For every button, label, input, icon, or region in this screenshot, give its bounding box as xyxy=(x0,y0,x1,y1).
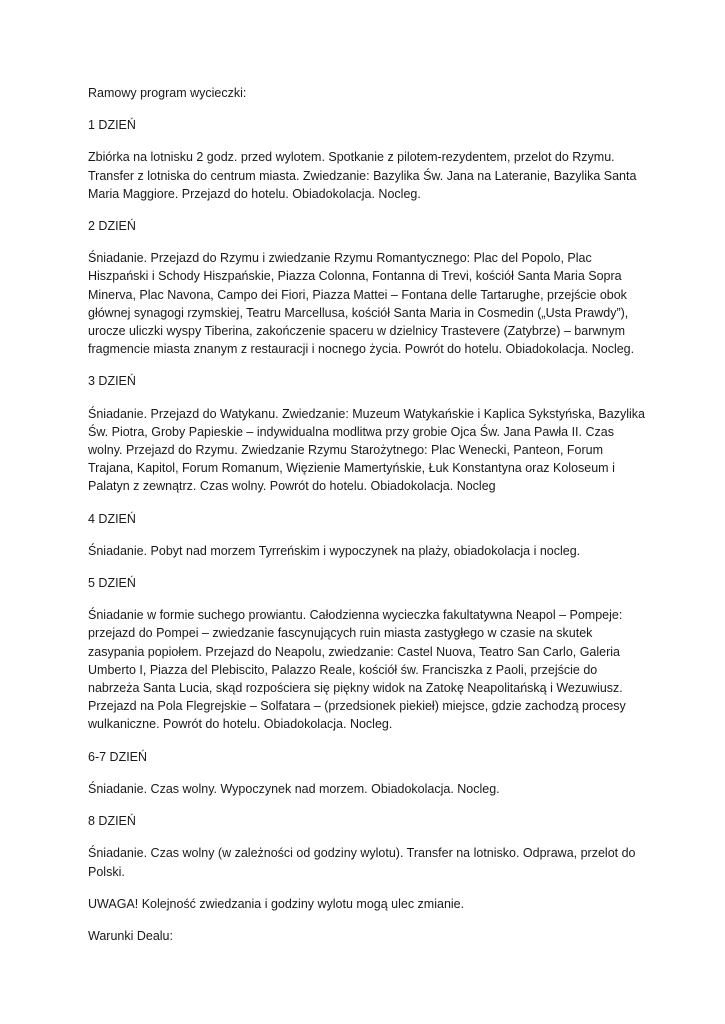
day-5-heading: 5 DZIEŃ xyxy=(88,576,136,591)
document-page xyxy=(88,84,648,959)
day-1-text: Zbiórka na lotnisku 2 godz. przed wylotem. Spotkanie z pilotem-rezydentem, przelot do Rzymu. Transfer z lotniska do centrum miasta. Zwiedzanie: Bazylika Św. Jana na Lateranie, Bazylika Santa Maria Maggiore. Przejazd do hotelu. Obiadokolacja. Nocleg. xyxy=(88,150,637,201)
deal-conditions-heading: Warunki Dealu: xyxy=(88,928,173,943)
day-4-text: Śniadanie. Pobyt nad morzem Tyrreńskim i wypoczynek na plaży, obiadokolacja i nocleg. xyxy=(88,543,581,558)
day-5-text: Śniadanie w formie suchego prowiantu. Całodzienna wycieczka fakultatywna Neapol – Pompeje: przejazd do Pompei – zwiedzanie fascynujących ruin miasta zastygłego w czasie na skutek zasypania popiołem. Przejazd do Neapolu, zwiedzanie: Castel Nuova, Teatro San Carlo, Galeria Umberto I, Piazza del Plebiscito, Palazzo Reale, kościół św. Franciszka z Paoli, przejście do nabrzeża Santa Lucia, skąd rozpościera się piękny widok na Zatokę Neapolitańską i Wezuwiusz. Przejazd na Pola Flegrejskie – Solfatara – (przedsionek piekieł) miejsce, gdzie zachodzą procesy wulkaniczne. Powrót do hotelu. Obiadokolacja. Nocleg. xyxy=(88,608,626,732)
day-4-heading: 4 DZIEŃ xyxy=(88,511,136,526)
day-2-text: Śniadanie. Przejazd do Rzymu i zwiedzanie Rzymu Romantycznego: Plac del Popolo, Plac Hiszpański i Schody Hiszpańskie, Piazza Colonna, Fontanna di Trevi, kościół Santa Maria Sopra Minerva, Plac Navona, Campo dei Fiori, Piazza Mattei – Fontana delle Tartarughe, przejście obok głównej synagogi rzymskiej, Teatru Marcellusa, kościół Santa Maria in Cosmedin („Usta Prawdy”), urocze uliczki wyspy Tiberina, zakończenie spaceru w dzielnicy Trastevere (Zatybrze) – barwnym fragmencie miasta znanym z restauracji i nocnego życia. Powrót do hotelu. Obiadokolacja. Nocleg. xyxy=(88,251,635,357)
day-8-text: Śniadanie. Czas wolny (w zależności od godziny wylotu). Transfer na lotnisko. Odprawa, przelot do Polski. xyxy=(88,846,636,879)
day-2-heading: 2 DZIEŃ xyxy=(88,219,136,234)
day-1-heading: 1 DZIEŃ xyxy=(88,118,136,133)
program-intro: Ramowy program wycieczki: xyxy=(88,86,247,100)
day-6-7-heading: 6-7 DZIEŃ xyxy=(88,749,148,764)
day-6-7-text: Śniadanie. Czas wolny. Wypoczynek nad morzem. Obiadokolacja. Nocleg. xyxy=(88,781,500,796)
warning-note: UWAGA! Kolejność zwiedzania i godziny wylotu mogą ulec zmianie. xyxy=(88,896,465,911)
day-3-text: Śniadanie. Przejazd do Watykanu. Zwiedzanie: Muzeum Watykańskie i Kaplica Sykstyńska, Bazylika Św. Piotra, Groby Papieskie – indywidualna modlitwa przy grobie Ojca Św. Jana Pawła II. Czas wolny. Przejazd do Rzymu. Zwiedzanie Rzymu Starożytnego: Plac Wenecki, Panteon, Forum Trajana, Kapitol, Forum Romanum, Więzienie Mamertyńskie, Łuk Konstantyna oraz Koloseum i Palatyn z zewnątrz. Czas wolny. Powrót do hotelu. Obiadokolacja. Nocleg xyxy=(88,406,645,494)
day-3-heading: 3 DZIEŃ xyxy=(88,374,136,389)
day-8-heading: 8 DZIEŃ xyxy=(88,814,136,829)
